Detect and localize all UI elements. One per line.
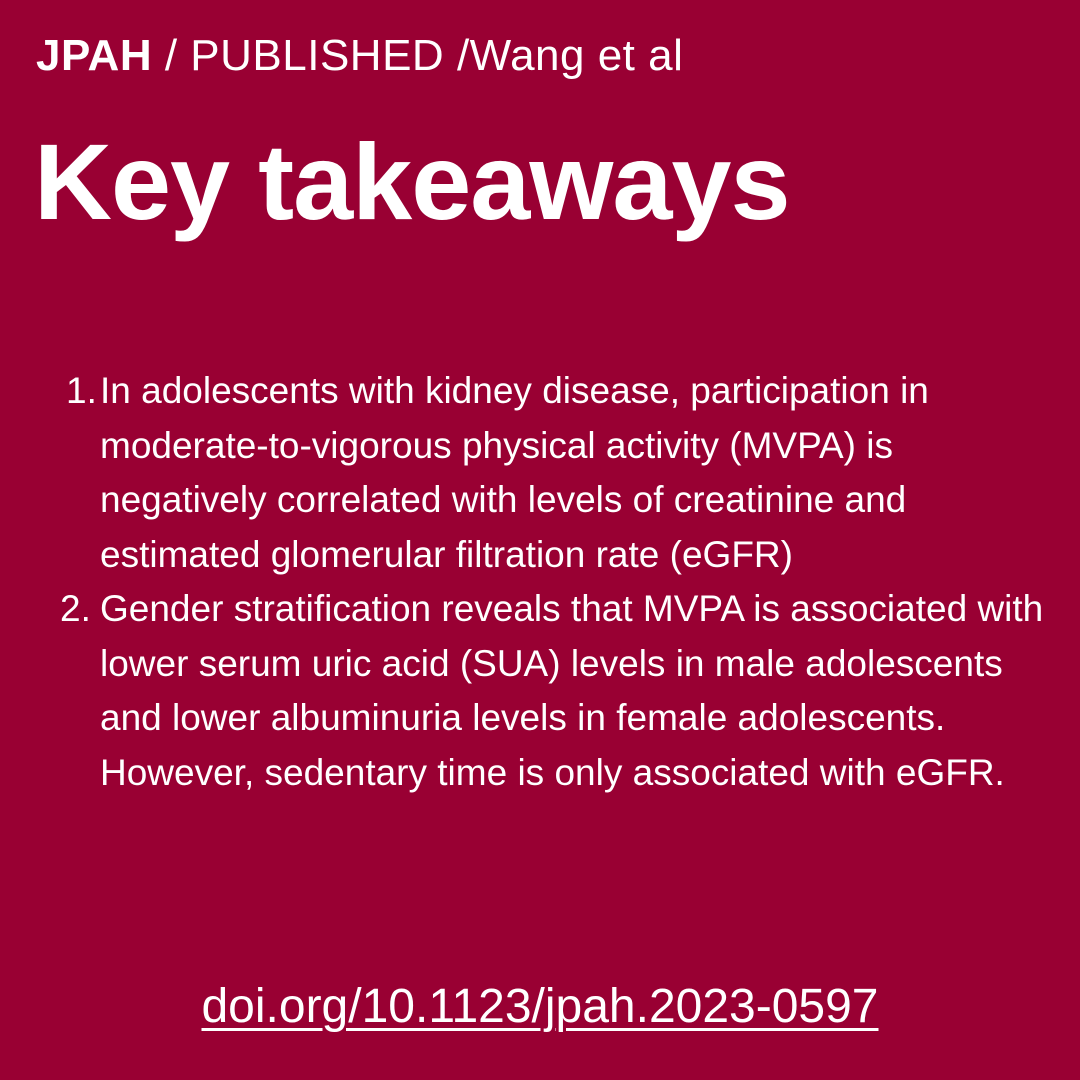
list-item bbox=[60, 582, 1050, 800]
list-item-text: Gender stratification reveals that MVPA is associated with lower serum uric acid (SUA) levels in male adolescents and lower albuminuria levels in female adolescents. However, sedentary time is only associated with eGFR. bbox=[100, 588, 1044, 793]
list-item-number: 1. bbox=[66, 370, 97, 411]
author-credit: Wang et al bbox=[469, 31, 684, 80]
list-item-number: 2. bbox=[60, 588, 91, 629]
page-title: Key takeaways bbox=[34, 121, 790, 242]
takeaways-list bbox=[60, 364, 1050, 800]
list-item-text: In adolescents with kidney disease, participation in moderate-to-vigorous physical activity (MVPA) is negatively correlated with levels of creatinine and estimated glomerular filtration rate (eGFR) bbox=[100, 370, 929, 575]
doi-link[interactable]: doi.org/10.1123/jpah.2023-0597 bbox=[201, 980, 879, 1033]
header-separator: / bbox=[444, 31, 470, 80]
list-item bbox=[66, 364, 1050, 582]
header-separator: / bbox=[152, 31, 191, 80]
publication-status: PUBLISHED bbox=[190, 31, 445, 80]
publication-header bbox=[36, 28, 683, 84]
journal-name: JPAH bbox=[36, 31, 153, 80]
